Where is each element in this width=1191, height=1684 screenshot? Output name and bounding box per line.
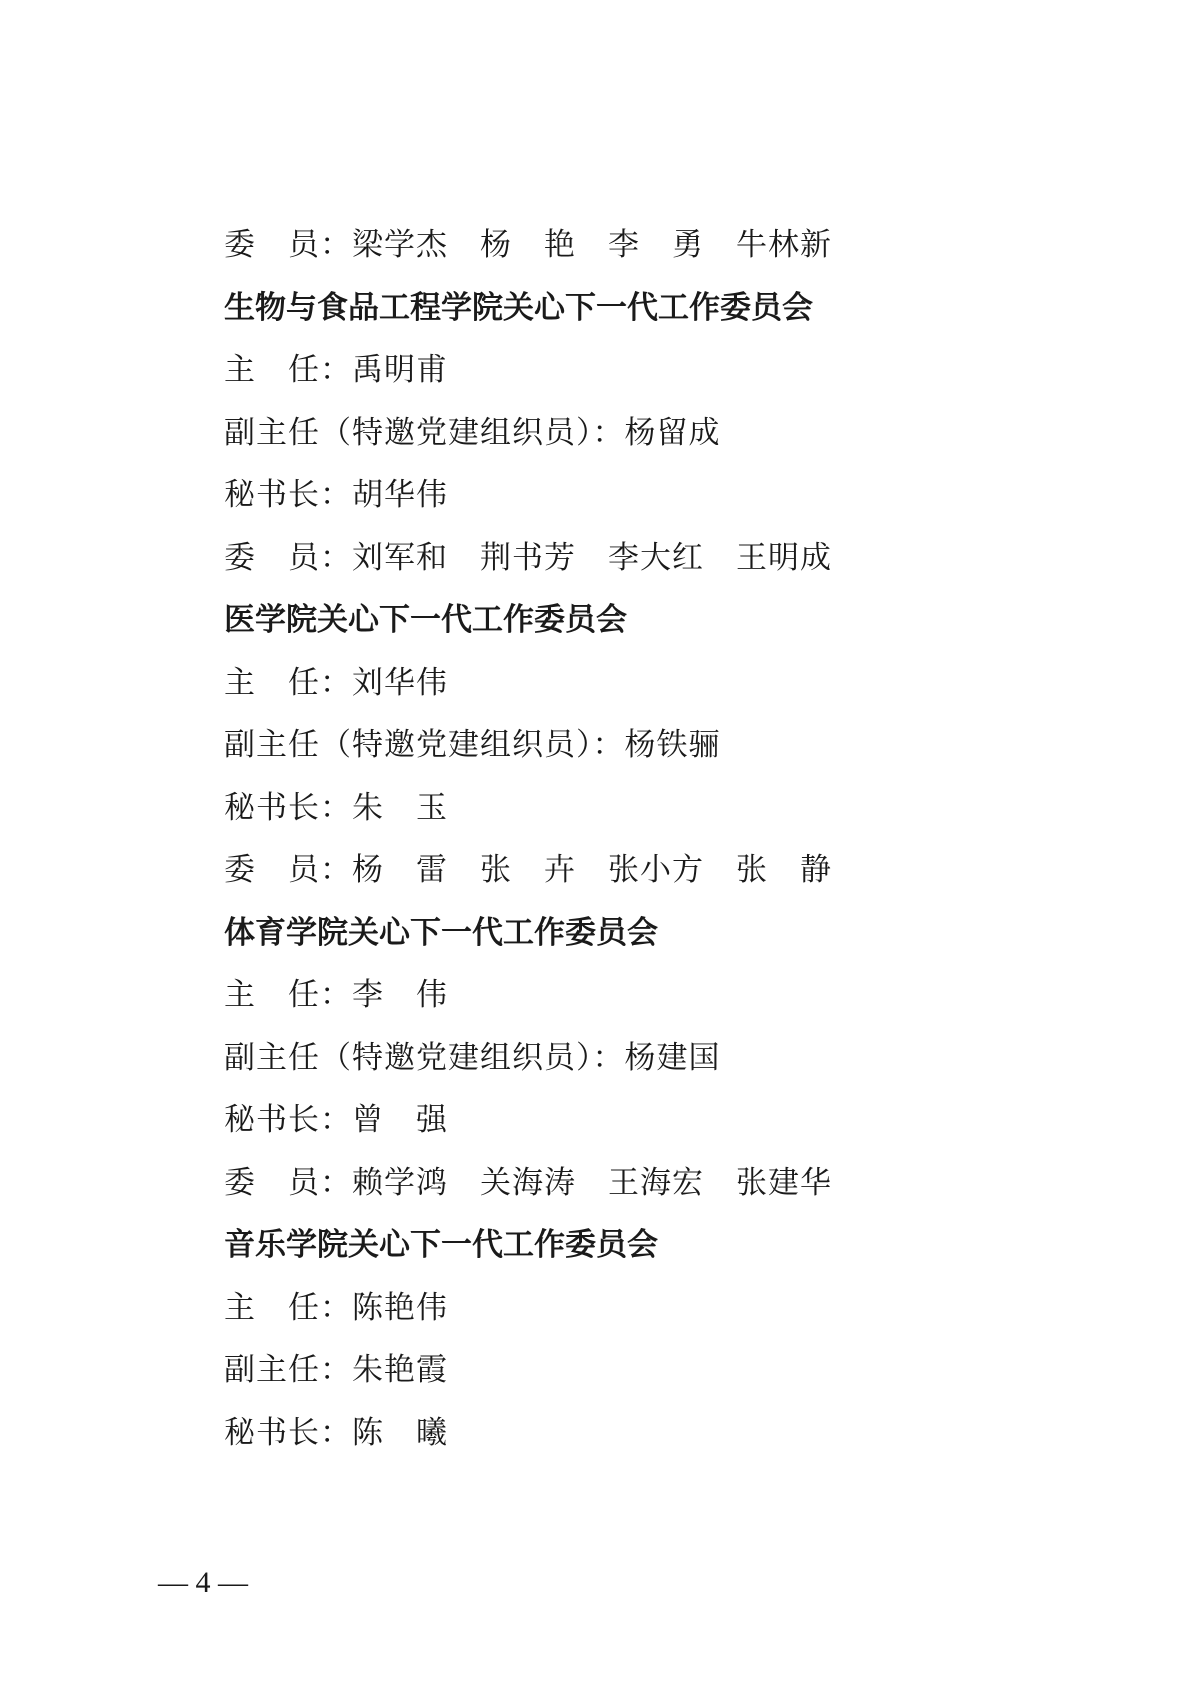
member-line: 委 员：梁学杰 杨 艳 李 勇 牛林新 xyxy=(224,227,832,263)
director-line: 主 任：禹明甫 xyxy=(224,352,448,388)
secretary-general-line: 秘书长：胡华伟 xyxy=(224,477,448,513)
committee-heading: 音乐学院关心下一代工作委员会 xyxy=(224,1227,658,1263)
committee-heading: 体育学院关心下一代工作委员会 xyxy=(224,914,658,951)
member-line: 委 员：刘军和 荆书芳 李大红 王明成 xyxy=(224,539,832,576)
deputy-director-line: 副主任（特邀党建组织员）：杨建国 xyxy=(224,1039,721,1076)
deputy-director-line: 副主任：朱艳霞 xyxy=(224,1352,448,1388)
page-number: — 4 — xyxy=(158,1566,248,1599)
deputy-director-line: 副主任（特邀党建组织员）：杨铁骊 xyxy=(224,727,721,763)
member-line: 委 员：杨 雷 张 卉 张小方 张 静 xyxy=(224,852,832,888)
director-line: 主 任：刘华伟 xyxy=(224,664,448,701)
deputy-director-line: 副主任（特邀党建组织员）：杨留成 xyxy=(224,414,721,451)
secretary-general-line: 秘书长：曾 强 xyxy=(224,1102,448,1138)
secretary-general-line: 秘书长：陈 曦 xyxy=(224,1414,448,1451)
committee-heading: 医学院关心下一代工作委员会 xyxy=(224,602,627,638)
member-line: 委 员：赖学鸿 关海涛 王海宏 张建华 xyxy=(224,1164,832,1201)
secretary-general-line: 秘书长：朱 玉 xyxy=(224,789,448,826)
committee-list xyxy=(224,214,944,1464)
committee-heading: 生物与食品工程学院关心下一代工作委员会 xyxy=(224,289,813,326)
director-line: 主 任：陈艳伟 xyxy=(224,1289,448,1326)
director-line: 主 任：李 伟 xyxy=(224,977,448,1013)
